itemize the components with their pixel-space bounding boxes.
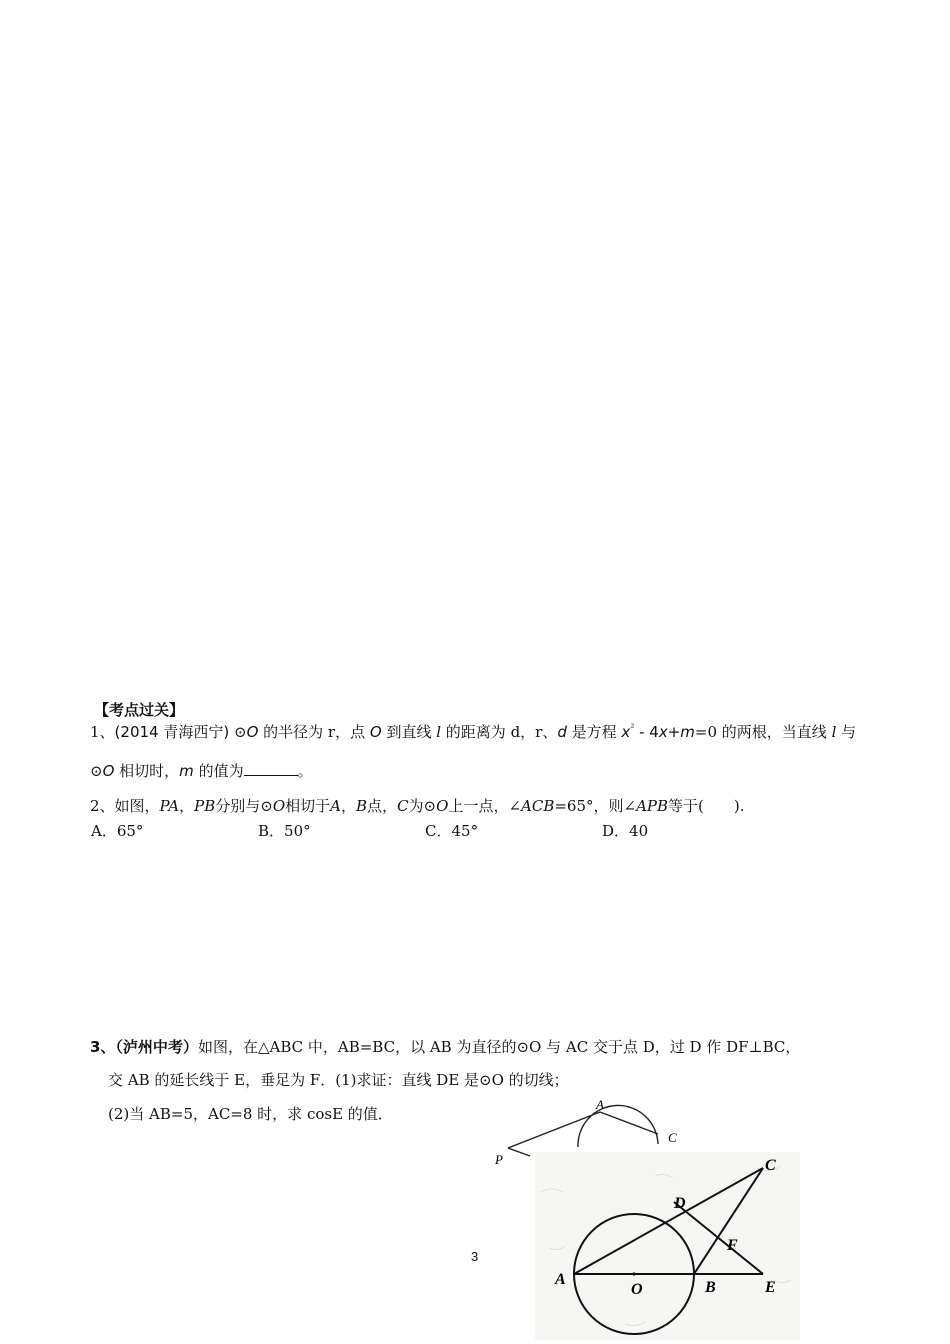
question-3-line-3: (2)当 AB=5，AC=8 时，求 cosE 的值． [108,1105,393,1123]
question-2-text: 2、如图，PA，PB分别与⊙O相切于A，B点，C为⊙O上一点，∠ACB=65°，则∠APB等于( ). [90,797,745,815]
question-3-line-1: 3、（泸州中考）如图，在△ABC 中，AB=BC，以 AB 为直径的⊙O 与 AC 交于点 D，过 D 作 DF⊥BC， [90,1038,801,1056]
label-e: E [765,1279,776,1296]
question-1-line-2: ⊙O 相切时，m 的值为 。 [90,762,313,780]
label-b: B [705,1279,716,1296]
page-number: 3 [471,1249,479,1264]
label-small-c: C [668,1130,677,1145]
label-o: O [631,1281,643,1298]
geometry-figure [535,1152,800,1340]
option-a[interactable]: A．65° [91,822,144,840]
answer-blank[interactable] [244,761,298,776]
option-d[interactable]: D．40 [602,822,649,840]
option-c[interactable]: C．45° [425,822,479,840]
label-small-a: A [596,1098,604,1112]
q3-number: 3、（泸州中考） [90,1038,198,1056]
q1-number: 1、 [90,723,115,741]
label-d: D [674,1195,686,1212]
question-3-line-2: 交 AB 的延长线于 E，垂足为 F．(1)求证：直线 DE 是⊙O 的切线； [108,1071,569,1089]
label-c: C [765,1157,776,1174]
section-title: 【考点过关】 [94,701,185,719]
label-a: A [555,1271,566,1288]
option-b[interactable]: B．50° [258,822,311,840]
label-small-p: P [495,1152,503,1167]
label-f: F [727,1237,738,1254]
question-1-line-1: 1、(2014 青海西宁) ⊙O 的半径为 r，点 O 到直线 l 的距离为 d，r、d 是方程 $x^{^2} - 4x+m=0$ 的两根，当直线 l 与 [90,723,857,741]
